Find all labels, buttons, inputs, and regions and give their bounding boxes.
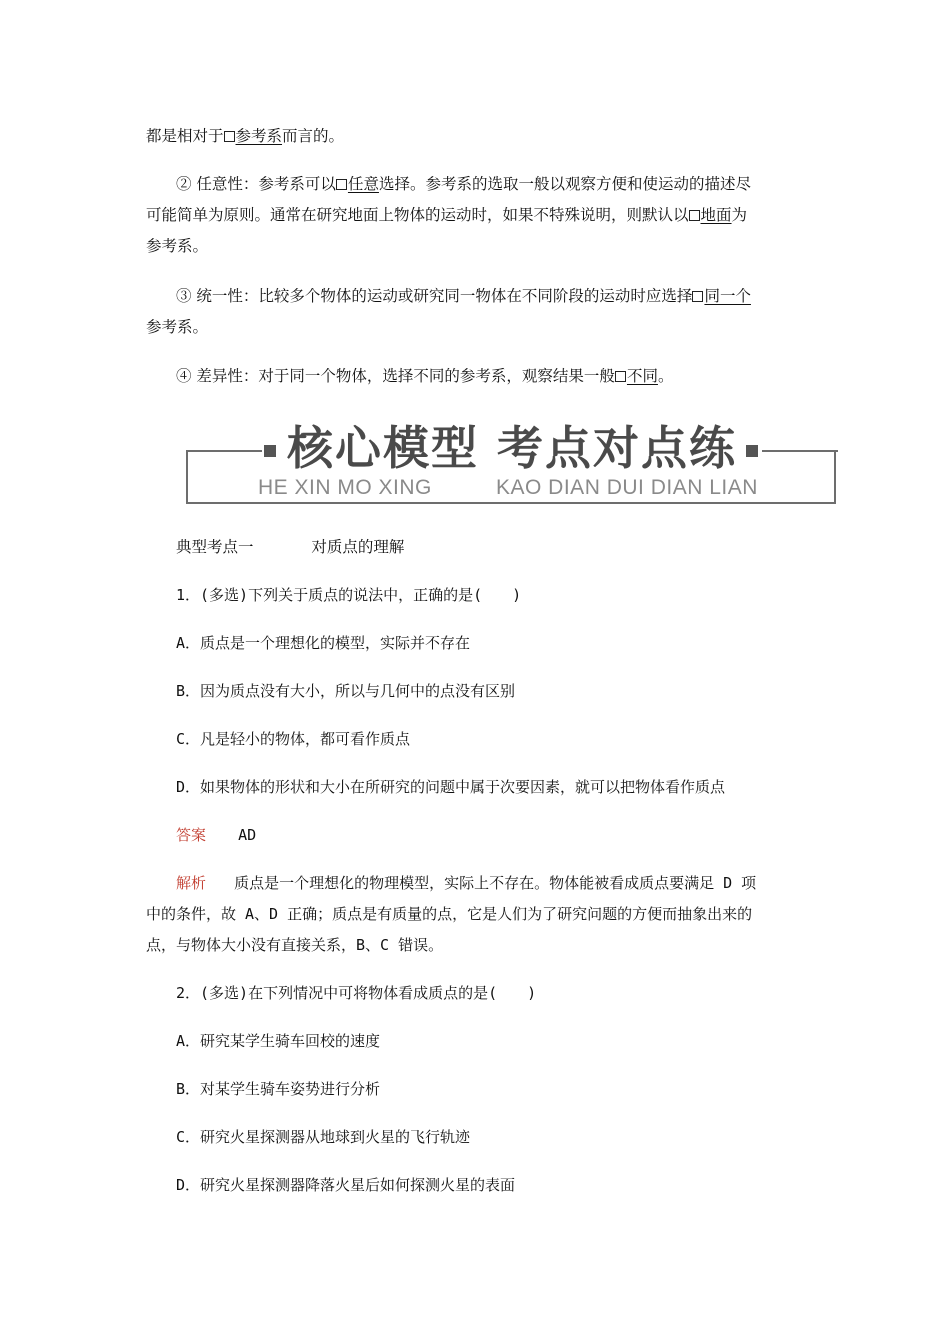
banner-subtitle-left: HE XIN MO XING: [258, 476, 432, 499]
q1-option-c: C．凡是轻小的物体，都可看作质点: [176, 730, 411, 748]
section-label: 典型考点一: [176, 538, 254, 556]
blank-box-icon: [615, 371, 626, 382]
square-bullet-icon: [746, 445, 758, 457]
section-banner: [186, 414, 838, 506]
banner-title: 核心模型 考点对点练: [286, 421, 737, 475]
property-arbitrary-line-2: 可能简单为原则。通常在研究地面上物体的运动时，如果不特殊说明，则默认以 地面为: [146, 206, 748, 224]
q1-analysis-line-1: 解析 质点是一个理想化的物理模型，实际上不存在。物体能被看成质点要满足 D 项: [176, 874, 757, 892]
q2-option-b: B．对某学生骑车姿势进行分析: [176, 1080, 381, 1098]
banner-divider: [762, 450, 838, 452]
property-difference-line: ④ 差异性：对于同一个物体，选择不同的参考系，观察结果一般 不同。: [176, 367, 674, 385]
intro-text: 都是相对于: [146, 127, 224, 145]
q1-option-a: A．质点是一个理想化的模型，实际并不存在: [176, 634, 471, 652]
fill-blank-answer: 不同: [615, 367, 658, 385]
analysis-label: 解析: [176, 874, 207, 892]
answer-value: AD: [238, 826, 257, 844]
section-topic: 对质点的理解: [311, 538, 405, 556]
fill-blank-answer: 地面: [689, 206, 732, 224]
fill-blank-answer: 参考系: [224, 127, 283, 145]
fill-blank-answer: 任意: [336, 175, 379, 193]
property-unity-line-1: ③ 统一性：比较多个物体的运动或研究同一物体在不同阶段的运动时应选择 同一个: [176, 287, 751, 305]
blank-box-icon: [224, 131, 235, 142]
banner-divider: [186, 450, 262, 452]
intro-line-1: [146, 126, 344, 146]
fill-blank-answer: 同一个: [692, 287, 751, 305]
property-arbitrary-line-1: ② 任意性：参考系可以 任意选择。参考系的选取一般以观察方便和使运动的描述尽: [176, 175, 751, 193]
q1-stem: 1．(多选)下列关于质点的说法中，正确的是( ): [176, 586, 522, 604]
blank-box-icon: [689, 210, 700, 221]
blank-box-icon: [336, 179, 347, 190]
q2-option-a: A．研究某学生骑车回校的速度: [176, 1032, 381, 1050]
banner-subtitle-right: KAO DIAN DUI DIAN LIAN: [496, 476, 758, 499]
q1-option-b: B．因为质点没有大小，所以与几何中的点没有区别: [176, 682, 516, 700]
section-heading: [176, 537, 404, 557]
q2-option-c: C．研究火星探测器从地球到火星的飞行轨迹: [176, 1128, 471, 1146]
blank-box-icon: [692, 291, 703, 302]
q1-option-d: D．如果物体的形状和大小在所研究的问题中属于次要因素，就可以把物体看作质点: [176, 778, 726, 796]
intro-text: 而言的。: [282, 127, 345, 145]
property-arbitrary-line-3: 参考系。: [146, 237, 209, 255]
q1-answer: [176, 825, 256, 845]
property-unity-line-2: 参考系。: [146, 318, 209, 336]
answer-label: 答案: [176, 826, 207, 844]
square-bullet-icon: [264, 445, 276, 457]
q2-option-d: D．研究火星探测器降落火星后如何探测火星的表面: [176, 1176, 516, 1194]
q1-analysis-line-3: 点，与物体大小没有直接关系，B、C 错误。: [146, 936, 444, 954]
q1-analysis-line-2: 中的条件，故 A、D 正确；质点是有质量的点，它是人们为了研究问题的方便而抽象出来的: [146, 905, 753, 923]
q2-stem: 2．(多选)在下列情况中可将物体看成质点的是( ): [176, 984, 537, 1002]
